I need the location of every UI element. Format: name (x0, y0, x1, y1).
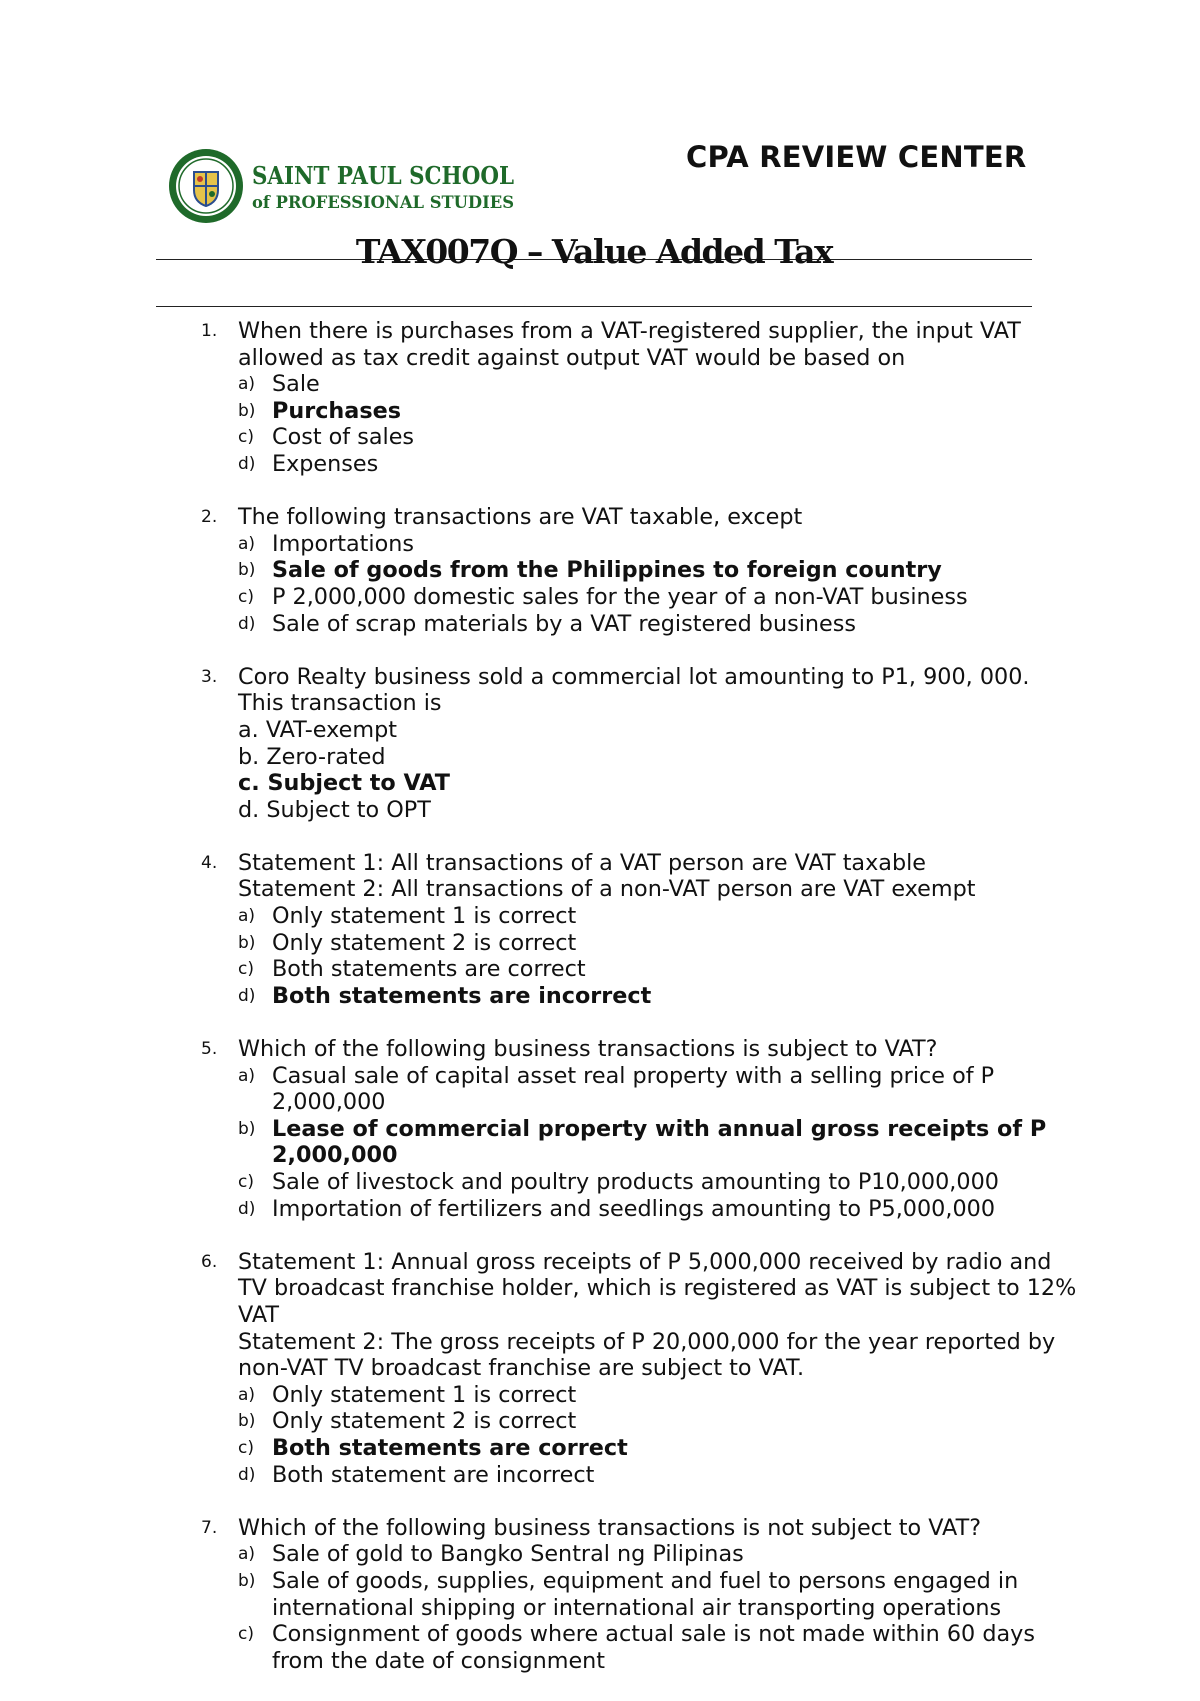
option-text: Only statement 1 is correct (272, 903, 577, 930)
option-letter: d) (238, 453, 256, 474)
question-item (200, 504, 1080, 637)
question-text: Statement 1: All transactions of a VAT person are VAT taxable (238, 849, 927, 876)
option-text: Both statements are correct (272, 956, 586, 983)
answer-options (238, 717, 1080, 823)
answer-option (238, 451, 1080, 478)
answer-option (238, 1621, 1080, 1674)
answer-option (238, 1541, 1080, 1568)
school-logo (168, 146, 518, 226)
option-text: Sale (272, 371, 320, 398)
question-number: 2. (201, 507, 218, 528)
option-text: Cost of sales (272, 424, 415, 451)
option-letter: a) (238, 533, 256, 554)
answer-option (238, 903, 1080, 930)
question-item (200, 1515, 1080, 1675)
option-text: Sale of goods from the Philippines to foreign country (272, 557, 942, 584)
option-letter: b) (238, 1411, 256, 1432)
option-letter: d) (238, 985, 256, 1006)
answer-option (238, 584, 1080, 611)
question-number: 6. (201, 1251, 218, 1272)
answer-option (238, 956, 1080, 983)
option-letter: c) (238, 586, 254, 607)
logo-name-line1: SAINT PAUL SCHOOL (252, 161, 515, 190)
question-text-secondary: Statement 2: The gross receipts of P 20,000,000 for the year reported by non-VAT TV broadcast franchise are subject to VAT. (238, 1328, 1056, 1382)
answer-option (238, 424, 1080, 451)
question-number: 3. (201, 666, 218, 687)
answer-option (238, 717, 1080, 744)
option-letter: b) (238, 1118, 256, 1139)
option-text: a. VAT-exempt (238, 716, 397, 743)
option-letter: a) (238, 1384, 256, 1405)
option-letter: c) (238, 427, 254, 448)
option-text: P 2,000,000 domestic sales for the year of a non-VAT business (272, 583, 968, 610)
option-letter: d) (238, 613, 256, 634)
option-text: Sale of livestock and poultry products amounting to P10,000,000 (272, 1169, 999, 1195)
question-number: 4. (201, 852, 218, 873)
option-text: b. Zero-rated (238, 743, 386, 770)
answer-option (238, 1382, 1080, 1409)
correct-answer-option (238, 770, 1080, 797)
answer-option (238, 1568, 1080, 1621)
option-letter: a) (238, 374, 256, 395)
option-text: Expenses (272, 450, 379, 477)
correct-answer-option (238, 1435, 1080, 1462)
question-text: Which of the following business transactions is not subject to VAT? (238, 1514, 982, 1541)
answer-options (238, 1063, 1080, 1223)
option-letter: d) (238, 1464, 256, 1485)
option-letter: b) (238, 400, 256, 421)
option-text: d. Subject to OPT (238, 796, 431, 823)
center-title: CPA REVIEW CENTER (686, 140, 1027, 174)
question-list (200, 318, 1080, 1701)
answer-options (238, 903, 1080, 1009)
question-text: Which of the following business transactions is subject to VAT? (238, 1036, 938, 1063)
option-text: Sale of gold to Bangko Sentral ng Pilipinas (272, 1541, 744, 1568)
option-text: Lease of commercial property with annual gross receipts of P 2,000,000 (272, 1115, 1047, 1169)
header-divider (156, 306, 1032, 307)
answer-option (238, 1462, 1080, 1489)
answer-option (238, 797, 1080, 824)
option-text: Purchases (272, 397, 402, 424)
option-letter: b) (238, 1570, 256, 1591)
question-item (200, 1036, 1080, 1222)
answer-option (238, 1169, 1080, 1196)
answer-option (238, 531, 1080, 558)
answer-option (238, 744, 1080, 771)
answer-options (238, 1541, 1080, 1674)
option-text: Only statement 2 is correct (272, 929, 577, 956)
question-number: 5. (201, 1039, 218, 1060)
option-letter: a) (238, 906, 256, 927)
option-text: Importation of fertilizers and seedlings amounting to P5,000,000 (272, 1195, 996, 1222)
answer-option (238, 930, 1080, 957)
answer-options (238, 531, 1080, 637)
correct-answer-option (238, 398, 1080, 425)
option-letter: c) (238, 1437, 254, 1458)
answer-options (238, 371, 1080, 477)
question-text: Coro Realty business sold a commercial lot amounting to P1, 900, 000. This transaction is (238, 663, 1030, 717)
option-letter: a) (238, 1544, 256, 1565)
option-letter: c) (238, 959, 254, 980)
option-letter: d) (238, 1198, 256, 1219)
option-letter: a) (238, 1065, 256, 1086)
question-text: Statement 1: Annual gross receipts of P 5,000,000 received by radio and TV broadcast franchise holder, which is registered as VAT is subject to 12% VAT (238, 1248, 1077, 1328)
option-text: Only statement 1 is correct (272, 1381, 577, 1408)
option-letter: b) (238, 560, 256, 581)
question-text-secondary: Statement 2: All transactions of a non-VAT person are VAT exempt (238, 876, 976, 903)
option-text: Both statement are incorrect (272, 1461, 595, 1488)
question-item (200, 318, 1080, 478)
option-text: Both statements are correct (272, 1434, 628, 1461)
option-text: c. Subject to VAT (238, 770, 450, 797)
correct-answer-option (238, 983, 1080, 1010)
option-letter: b) (238, 932, 256, 953)
question-number: 7. (201, 1517, 218, 1538)
answer-option (238, 371, 1080, 398)
question-item (200, 850, 1080, 1010)
option-text: Sale of scrap materials by a VAT registered business (272, 610, 856, 637)
option-text: Consignment of goods where actual sale is not made within 60 days from the date of consignment (272, 1621, 1035, 1674)
question-number: 1. (201, 321, 218, 341)
option-text: Importations (272, 530, 414, 557)
option-text: Only statement 2 is correct (272, 1408, 577, 1435)
question-text: When there is purchases from a VAT-registered supplier, the input VAT allowed as tax credit against output VAT would be based on (238, 318, 1021, 371)
school-seal-icon (169, 149, 243, 223)
page-title: TAX007Q – Value Added Tax (355, 232, 833, 271)
question-item (200, 664, 1080, 824)
logo-name-line2: of PROFESSIONAL STUDIES (252, 193, 514, 213)
option-text: Both statements are incorrect (272, 982, 652, 1009)
answer-options (238, 1382, 1080, 1488)
option-letter: c) (238, 1172, 254, 1192)
option-letter: c) (238, 1624, 254, 1645)
answer-option (238, 611, 1080, 638)
question-text: The following transactions are VAT taxable, except (238, 504, 803, 531)
answer-option (238, 1196, 1080, 1223)
option-text: Casual sale of capital asset real property with a selling price of P 2,000,000 (272, 1062, 995, 1116)
correct-answer-option (238, 557, 1080, 584)
answer-option (238, 1408, 1080, 1435)
question-item (200, 1249, 1080, 1488)
answer-option (238, 1063, 1080, 1116)
correct-answer-option (238, 1116, 1080, 1169)
option-text: Sale of goods, supplies, equipment and fuel to persons engaged in international shipping or international air transporting operations (272, 1567, 1019, 1621)
